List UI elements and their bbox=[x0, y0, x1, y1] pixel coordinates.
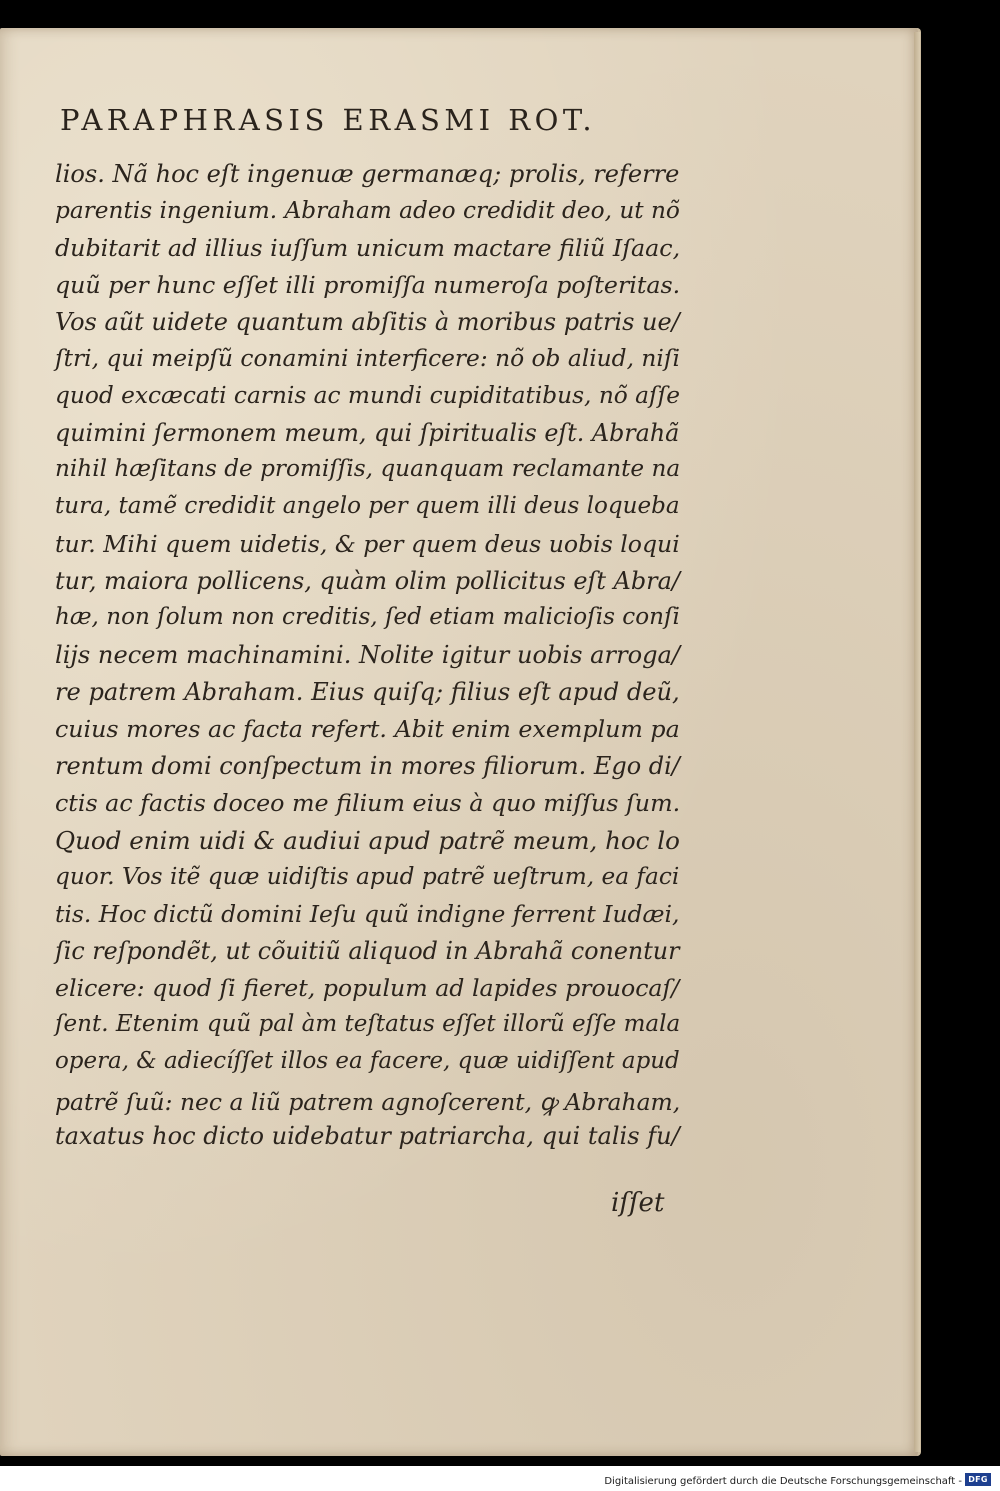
running-header: PARAPHRASIS ERASMI ROT. bbox=[60, 103, 597, 137]
text-line: Vos aũt uidete quantum abſitis à moribus patris ue/ bbox=[55, 308, 680, 336]
text-line: quũ per hunc eſſet illi promiſſa numeroſa poſteritas. bbox=[55, 271, 681, 299]
text-line: quor. Vos itẽ quæ uidiſtis apud patrẽ ueſtrum, ea faci bbox=[55, 863, 680, 890]
text-line: ſtri, qui meipſũ conamini interficere: nõ ob aliud, niſi bbox=[55, 345, 680, 372]
text-line: parentis ingenium. Abraham adeo credidit deo, ut nõ bbox=[55, 197, 680, 224]
text-line: elicere: quod ſi fieret, populum ad lapides prouocaſ/ bbox=[55, 974, 680, 1002]
text-line: rentum domi conſpectum in mores filiorum. Ego di/ bbox=[55, 752, 680, 780]
text-line: tur. Mihi quem uidetis, & per quem deus uobis loqui bbox=[55, 530, 680, 558]
text-line: re patrem Abraham. Eius quiſq; filius eſt apud deũ, bbox=[55, 678, 680, 706]
text-line: taxatus hoc dicto uidebatur patriarcha, qui talis fu/ bbox=[55, 1122, 680, 1150]
text-line: ctis ac factis doceo me filium eius à quo miſſus ſum. bbox=[55, 789, 681, 817]
text-line: cuius mores ac facta refert. Abit enim exemplum pa bbox=[55, 715, 680, 743]
text-line: tis. Hoc dictũ domini Ieſu quũ indigne ferrent Iudæi, bbox=[55, 900, 680, 928]
text-line: lios. Nã hoc eſt ingenuæ germanæq; prolis, referre bbox=[55, 160, 680, 188]
text-line: nihil hæſitans de promiſſis, quanquam reclamante na bbox=[55, 456, 681, 482]
text-line: lijs necem machinamini. Nolite igitur uobis arroga/ bbox=[55, 641, 681, 669]
funding-credit: Digitalisierung gefördert durch die Deutsche Forschungsgemeinschaft - bbox=[604, 1476, 962, 1487]
text-line: tur, maiora pollicens, quàm olim pollicitus eſt Abra/ bbox=[55, 567, 680, 595]
text-line: patrẽ ſuũ: nec a liũ patrem agnoſcerent, ꝙ Abraham, bbox=[55, 1088, 681, 1116]
text-line: dubitarit ad illius iuſſum unicum mactare filiũ Iſaac, bbox=[55, 234, 681, 262]
text-line: quod excæcati carnis ac mundi cupiditatibus, nõ aſſe bbox=[55, 382, 681, 409]
page-edge bbox=[914, 32, 920, 1452]
text-line: hæ, non ſolum non creditis, ſed etiam malicioſis conſi bbox=[55, 604, 680, 630]
catchword: iſſet bbox=[611, 1188, 665, 1218]
text-line: ſent. Etenim quũ pal àm teſtatus eſſet illorũ eſſe mala bbox=[55, 1011, 681, 1037]
dfg-logo: DFG bbox=[965, 1473, 991, 1486]
text-line: quimini ſermonem meum, qui ſpiritualis eſt. Abrahã bbox=[55, 419, 680, 447]
text-line: Quod enim uidi & audiui apud patrẽ meum, hoc lo bbox=[55, 826, 680, 855]
text-line: opera, & adiecíſſet illos ea facere, quæ uidiſſent apud bbox=[55, 1048, 680, 1074]
text-line: tura, tamẽ credidit angelo per quem illi deus loqueba bbox=[55, 493, 680, 519]
text-line: ſic reſpondẽt, ut cõuitiũ aliquod in Abrahã conentur bbox=[55, 937, 680, 965]
